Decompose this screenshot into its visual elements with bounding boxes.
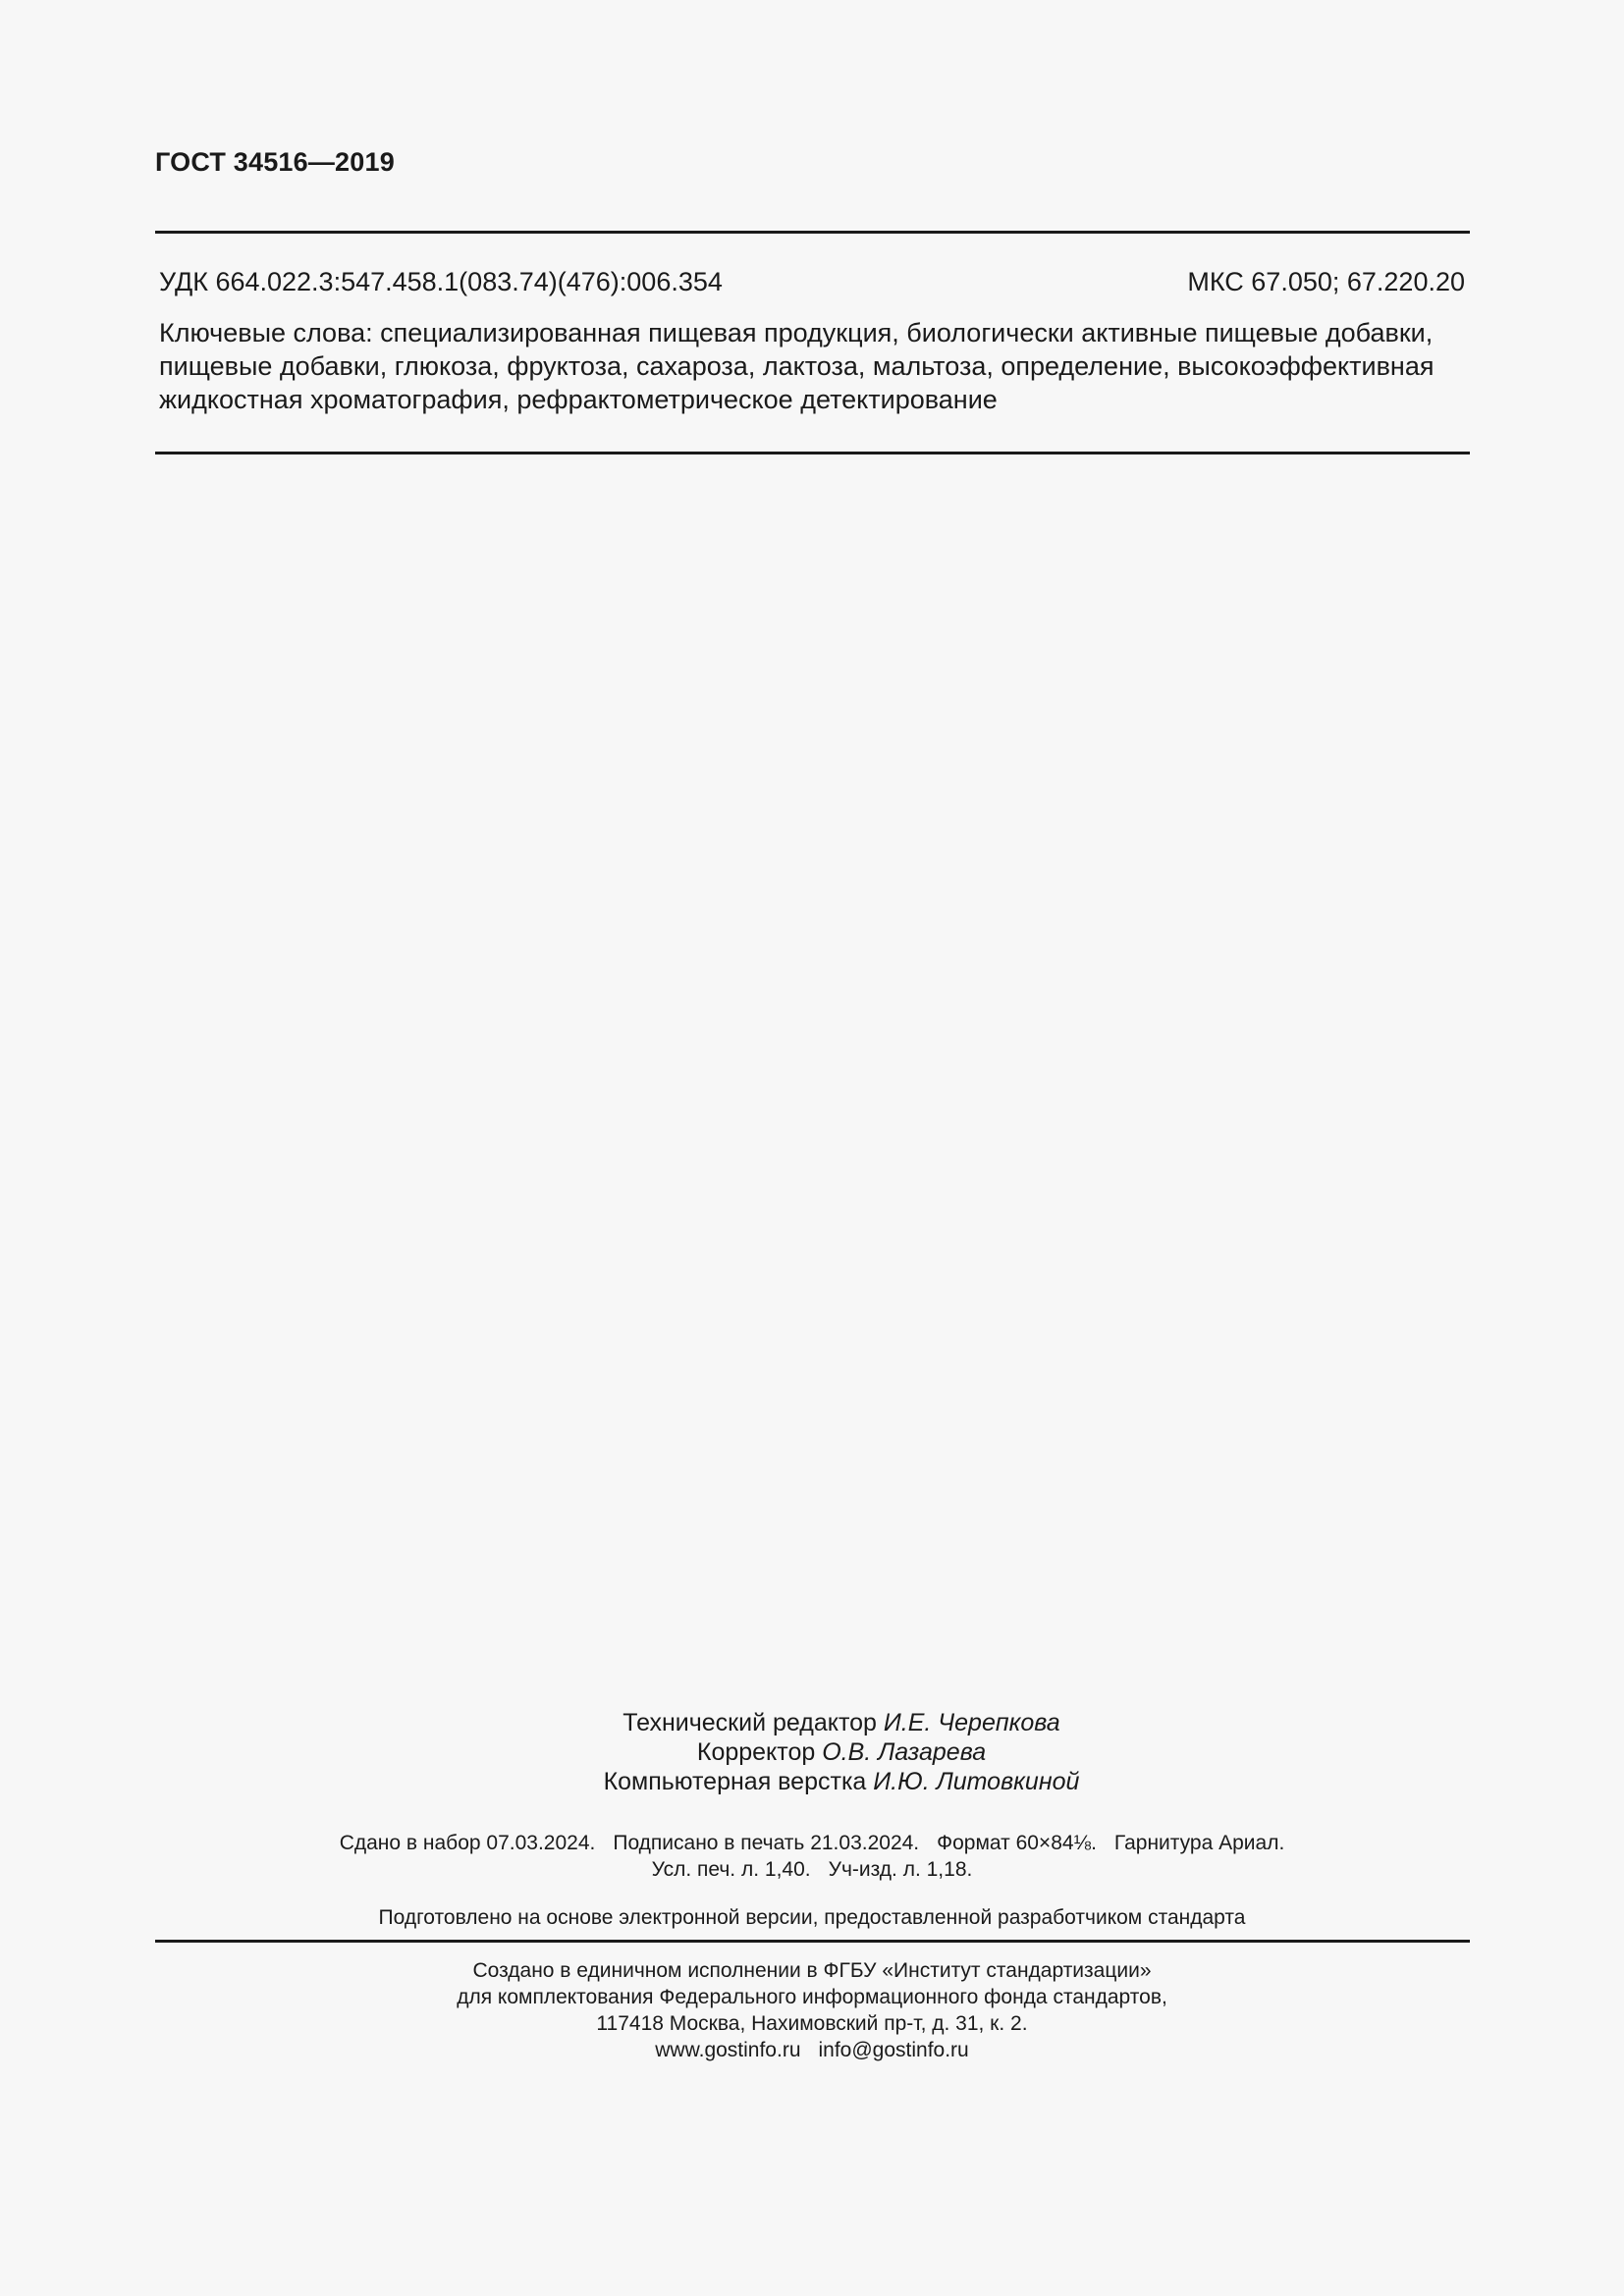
publisher-line-2: для комплектования Федерального информационного фонда стандартов, (457, 1986, 1167, 2008)
prepared-note: Подготовлено на основе электронной версии, предоставленной разработчиком стандарта (378, 1906, 1246, 1929)
website-link[interactable]: www.gostinfo.ru (655, 2039, 801, 2061)
typeface: Гарнитура Ариал. (1113, 1832, 1285, 1854)
signed-date: Подписано в печать 21.03.2024. (613, 1832, 920, 1854)
document-code: ГОСТ 34516—2019 (155, 147, 395, 177)
publisher-block (0, 1957, 1624, 2063)
layout-line (0, 1767, 1624, 1796)
layout-label: Компьютерная верстка (603, 1768, 867, 1795)
footer-divider (155, 1940, 1470, 1943)
publisher-contacts (0, 2037, 1624, 2063)
tech-editor-line (0, 1708, 1624, 1737)
print-info-block (0, 1830, 1624, 1883)
publisher-sheets: Уч-изд. л. 1,18. (828, 1858, 973, 1881)
corrector-name: О.В. Лазарева (822, 1738, 987, 1766)
mks-code: МКС 67.050; 67.220.20 (1187, 267, 1465, 296)
publisher-address: 117418 Москва, Нахимовский пр-т, д. 31, к. 2. (596, 2012, 1028, 2035)
paper-format: Формат 60×84⅛. (937, 1832, 1097, 1854)
keywords-divider (155, 452, 1470, 454)
corrector-label: Корректор (696, 1738, 816, 1766)
submitted-date: Сдано в набор 07.03.2024. (339, 1832, 596, 1854)
email-link[interactable]: info@gostinfo.ru (818, 2039, 969, 2061)
top-divider (155, 231, 1470, 234)
publisher-line-1: Создано в единичном исполнении в ФГБУ «Институт стандартизации» (472, 1959, 1152, 1982)
tech-editor-label: Технический редактор (623, 1709, 877, 1736)
print-info-line-2 (0, 1856, 1624, 1883)
keywords-text: Ключевые слова: специализированная пищевая продукция, биологически активные пищевые добавки, пищевые добавки, глюкоза, фруктоза, сахароза, лактоза, мальтоза, определение, высокоэффективная жидкостная хроматография, рефрактометрическое детектирование (159, 318, 1435, 414)
print-sheets: Усл. печ. л. 1,40. (651, 1858, 811, 1881)
udk-code: УДК 664.022.3:547.458.1(083.74)(476):006.354 (159, 267, 723, 296)
tech-editor-name: И.Е. Черепкова (883, 1709, 1060, 1736)
corrector-line (0, 1737, 1624, 1767)
credits-block (0, 1708, 1624, 1796)
print-info-line-1 (0, 1830, 1624, 1856)
layout-name: И.Ю. Литовкиной (873, 1768, 1080, 1795)
